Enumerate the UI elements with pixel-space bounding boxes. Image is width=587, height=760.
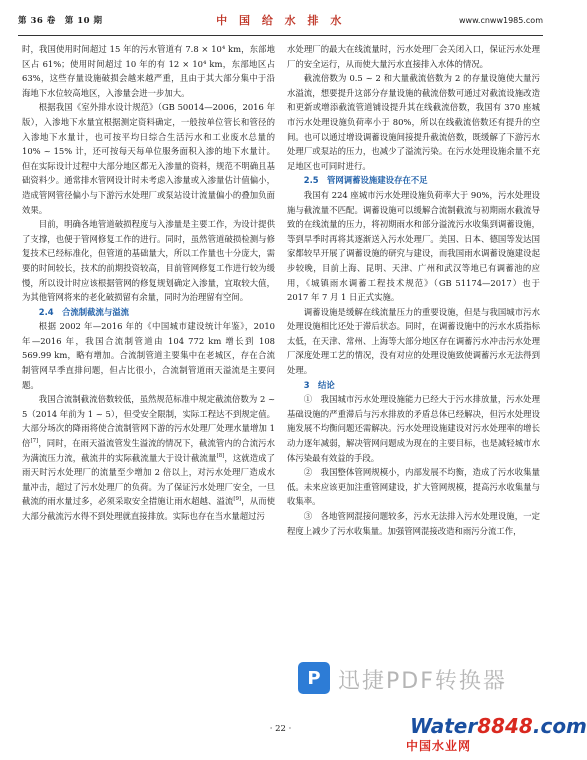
paragraph: ① 我国城市污水处理设施能力已经大于污水排放量，污水处理基础设施的严重滞后与污水排放的矛盾总体已经解决，但污水处理设施发展不均衡问题还需解决。污水处理设施建设对污水处理率的增长动力逐年减弱，解决管网问题成为现在的主要目标，也是减轻城市水体污染最有效益的手段。 — [287, 394, 540, 463]
watermark-overlay — [298, 662, 587, 753]
paragraph: 根据我国《室外排水设计规范》（GB 50014—2006，2016 年版），入渗地下水量宜根据测定资料确定，一般按单位管长和管径的入渗地下水量计，也可按平均日综合生活污水和工业废水总量的 10% ~ 15% 计，还可按每天每单位服务面积入渗的地下水量计。但在实际设计过程中大部分地区都无入渗量的资料，规范不明确且基础资料少。通常排水管网设计时未考虑入渗量或入渗量估计值偏小，造成管网管径偏小与下游污水处理厂或泵站设计流量偏小的叠加负面效果。 — [22, 102, 275, 215]
pdf-converter-logo-icon: P — [298, 662, 330, 694]
paragraph: 我国有 224 座城市污水处理设施负荷率大于 90%，污水处理设施与截流量不匹配。调蓄设施可以缓解合流制截流与初期雨水截流导致的在线流量的压力，将初期雨水和部分溢流污水收集到调蓄设施，等到旱季时再将其逐渐送入污水处理厂。美国、日本、德国等发达国家都较早开展了调蓄设施的研究与建设，而我国雨水调蓄设施建设起步较晚，目前上海、昆明、天津、广州和武汉等地已有调蓄池的应用，《城镇雨水调蓄工程技术规范》（GB 51174—2017）也于 2017 年 7 月 1 日正式实施。 — [287, 189, 540, 303]
brand-number: 8848 — [477, 714, 533, 738]
journal-url: www.cnww1985.com — [459, 15, 543, 25]
header-rule — [18, 35, 543, 36]
paragraph: 我国合流制截流倍数较低，虽然规范标准中规定截流倍数为 2 ~ 5（2014 年前为 1 ~ 5），但受安全限制，实际工程达不到规定值。大部分场次的降雨将使合流制管网下游的污水处理厂处理水量增加 1 倍[7]，同时，在雨天溢流管发生溢流的情况下，截流管内的合流污水为满流压力流，截流井的实际截流量大于设计截流量[8]，这就造成了雨天时污水处理厂的流量至少增加 2 倍以上，对污水处理厂造成水量冲击，超过了污水处理厂的负荷。为了保证污水处理厂安全，一旦截流的雨水量过多，必须采取安全措施让雨水超越、溢流[9]，从而使大部分截流污水得不到处理就直接排放。实际也存在当水量超过污 — [22, 394, 276, 521]
volume-issue: 第 36 卷 第 10 期 — [18, 16, 103, 26]
paragraph: 时，我国使用时间超过 15 年的污水管道有 7.8 × 10⁴ km，东部地区占 61%；使用时间超过 10 年的有 12 × 10⁴ km，东部地区占 63%，这些存量设施破损会越来越严重，且由于其大部分集中于沿海地下水位较高地区，入渗量会进一步加大。 — [22, 44, 275, 98]
paragraph: 根据 2002 年—2016 年的《中国城市建设统计年鉴》，2010 年—2016 年，我国合流制管道由 104 772 km 增长到 108 569.99 km，略有增加。合流制管道主要集中在老城区，存在合流制管网早季直排问题，但占比很小，合流制管道雨天溢流是主要问题。 — [22, 321, 275, 390]
paragraph: ② 我国整体管网规模小，内部发展不均衡，造成了污水收集量低。未来应该更加注重管网建设，扩大管网规模，提高污水收集量与收集率。 — [287, 467, 540, 507]
left-column — [22, 42, 275, 524]
page-header — [18, 6, 543, 34]
section-heading: 2.5 管网调蓄设施建设存在不足 — [303, 175, 428, 186]
journal-title: 中 国 给 水 排 水 — [216, 14, 346, 27]
paragraph: 水处理厂的最大在线流量时，污水处理厂会关闭入口，保证污水处理厂的安全运行，从而使大量污水直接排入水体的情况。 — [287, 44, 540, 69]
pdf-converter-watermark-text: 迅捷PDF转换器 — [338, 669, 507, 694]
paragraph: ③ 各地管网混接问题较多，污水无法排入污水处理设施，一定程度上减少了污水收集量。加强管网混接改造和雨污分流工作， — [287, 511, 540, 536]
site-name: 中国水业网 — [406, 739, 472, 753]
right-column — [287, 42, 540, 538]
page-number: · 22 · — [269, 724, 292, 734]
paragraph: 调蓄设施是缓解在线流量压力的重要设施，但是与我国城市污水处理设施相比还处于滞后状态。同时，在调蓄设施中的污水水质指标太低，在天津、常州、上海等大部分地区存在调蓄污水冲击污水处理厂深度处理工艺的情况，没有对应的处理设施致使调蓄污水无法得到处理。 — [287, 306, 540, 376]
paragraph: 截流倍数为 0.5 ~ 2 和大量截流倍数为 2 的存量设施使大量污水溢流，想要提升这部分存量设施的截流倍数可通过对截流设施改造和更新或增添截流管道铺设提升其在线截流倍数，我国有 370 座城市污水处理设施负荷率小于 80%，所以在线截流倍数还有提升的空间。也可以通过增设调蓄设施间接提升截流倍数，既缓解了下游污水处理厂或泵站的压力，也减少了溢流污染。在污水处理设施余量不充足地区也可同时进行。 — [287, 73, 540, 171]
section-heading: 2.4 合流制截流与溢流 — [38, 306, 130, 317]
brand-word: Water — [410, 714, 478, 738]
paragraph: 目前，明确各地管道破损程度与入渗量是主要工作，为设计提供了支撑，也便于管网修复工作的进行。同时，虽然管道破损检测与修复技术已经标准化，但管道的基础量大，所以工作量也十分庞大，需要的时间较长，技术的前期投资较高，目前管网修复工作进行较为缓慢，所以设计时应该根据管网的修复规划确定入渗量，宜取较大值，为其他管网将来的老化破损留有余量，同时为治理留有空间。 — [22, 219, 275, 303]
section-heading: 3 结论 — [303, 379, 335, 390]
water8848-logo — [410, 714, 587, 738]
brand-suffix: .com — [532, 714, 587, 738]
